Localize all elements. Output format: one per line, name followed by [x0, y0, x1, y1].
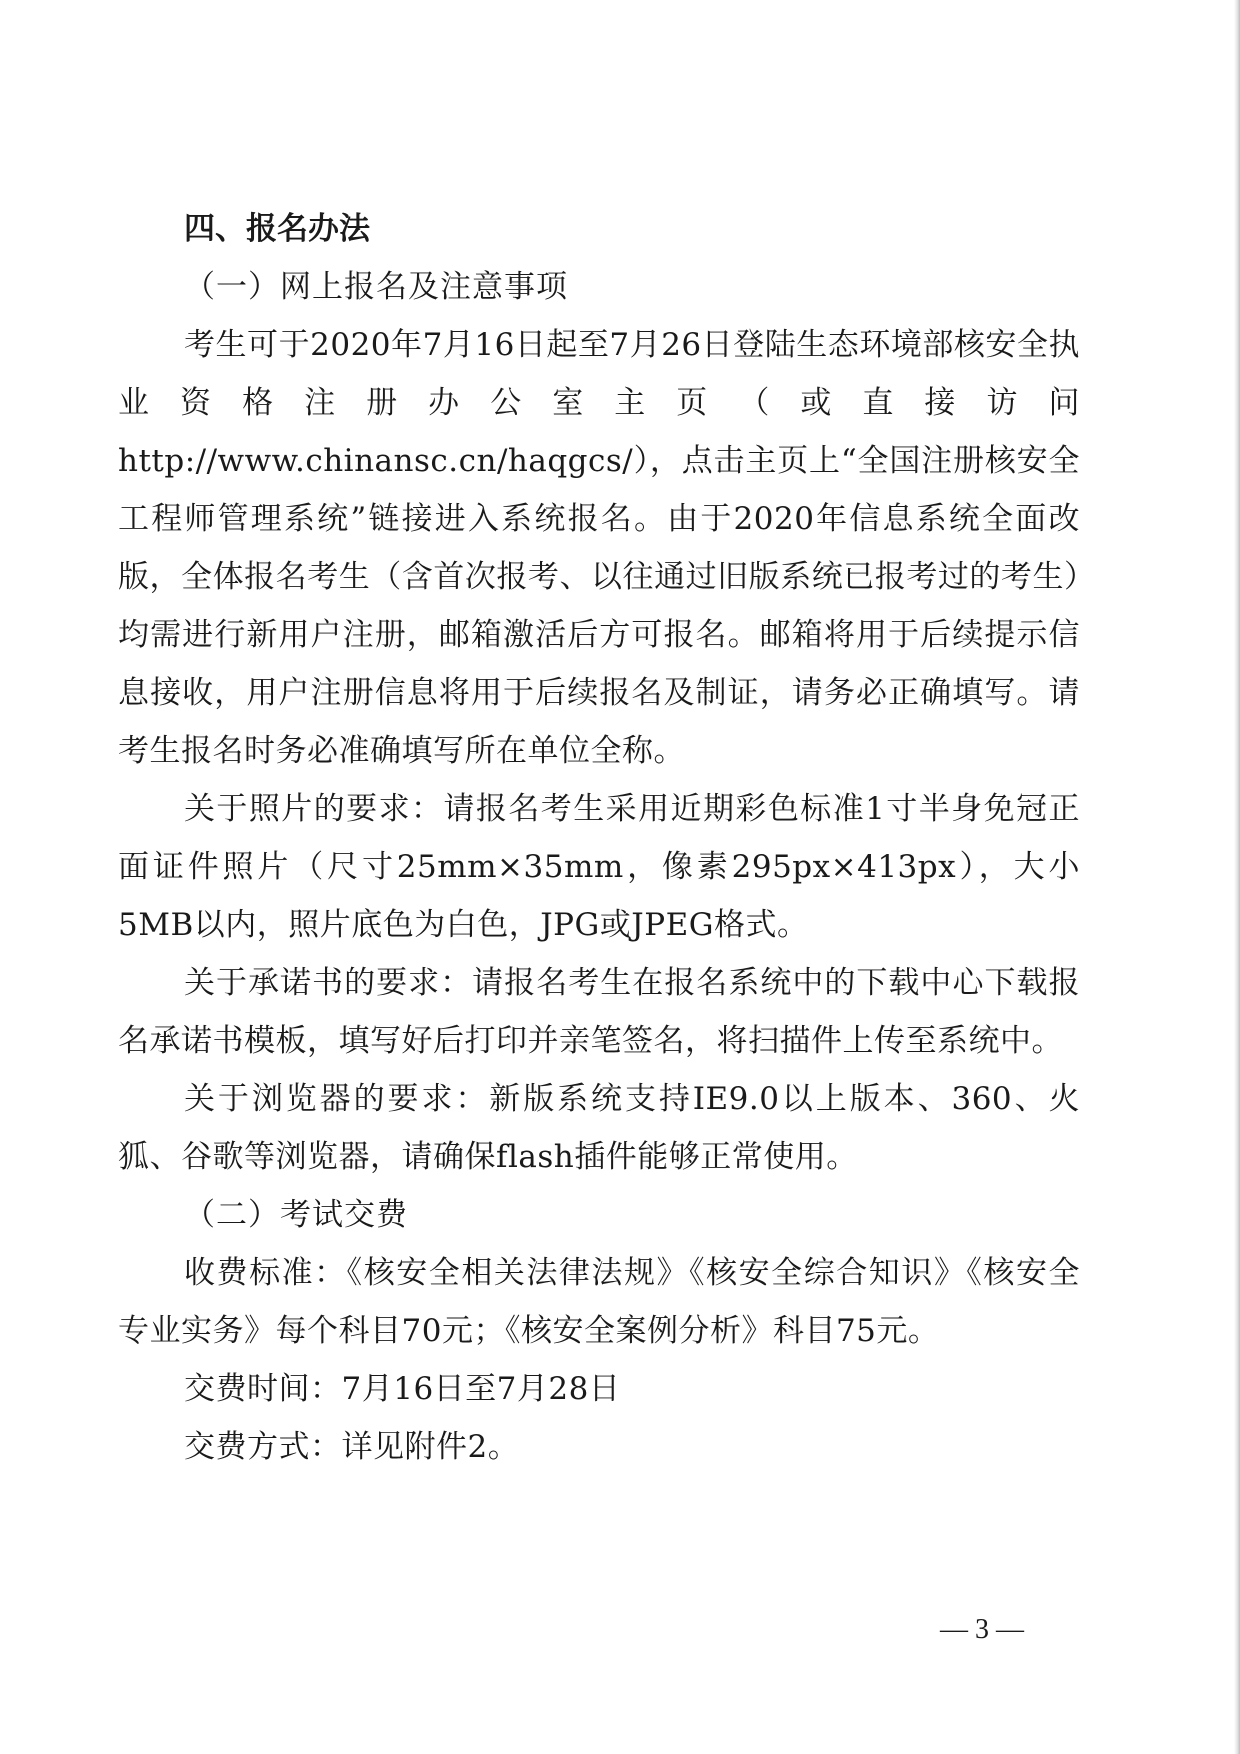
paragraph-fee-period: 交费时间：7月16日至7月28日 [184, 1371, 621, 1407]
paragraph-fee-method: 交费方式：详见附件2。 [184, 1429, 520, 1465]
paragraph-commitment-letter-requirements: 关于承诺书的要求：请报名考生在报名系统中的下载中心下载报名承诺书模板，填写好后打印并亲笔签名，将扫描件上传至系统中。 [118, 965, 1080, 1059]
page-number: — 3 — [940, 1614, 1024, 1645]
subsection-heading-online-registration: （一）网上报名及注意事项 [184, 269, 568, 305]
paragraph-photo-requirements: 关于照片的要求：请报名考生采用近期彩色标准1寸半身免冠正面证件照片（尺寸25mm×35mm，像素295px×413px），大小5MB以内，照片底色为白色，JPG或JPEG格式。 [118, 791, 1080, 943]
scanned-page-edge [1234, 0, 1240, 1754]
paragraph-registration-instructions: 考生可于2020年7月16日起至7月26日登陆生态环境部核安全执业资格注册办公室主页（或直接访问http://www.chinansc.cn/haqgcs/），点击主页上“全国注册核安全工程师管理系统”链接进入系统报名。由于2020年信息系统全面改版，全体报名考生（含首次报考、以往通过旧版系统已报考过的考生）均需进行新用户注册，邮箱激活后方可报名。邮箱将用于后续提示信息接收，用户注册信息将用于后续报名及制证，请务必正确填写。请考生报名时务必准确填写所在单位全称。 [118, 327, 1080, 769]
subsection-heading-exam-fee: （二）考试交费 [184, 1197, 408, 1233]
paragraph-browser-requirements: 关于浏览器的要求：新版系统支持IE9.0以上版本、360、火狐、谷歌等浏览器，请确保flash插件能够正常使用。 [118, 1081, 1080, 1175]
document-body [118, 200, 1080, 1476]
section-heading: 四、报名办法 [184, 211, 370, 247]
paragraph-fee-standard: 收费标准：《核安全相关法律法规》《核安全综合知识》《核安全专业实务》每个科目70元；《核安全案例分析》科目75元。 [118, 1255, 1080, 1349]
